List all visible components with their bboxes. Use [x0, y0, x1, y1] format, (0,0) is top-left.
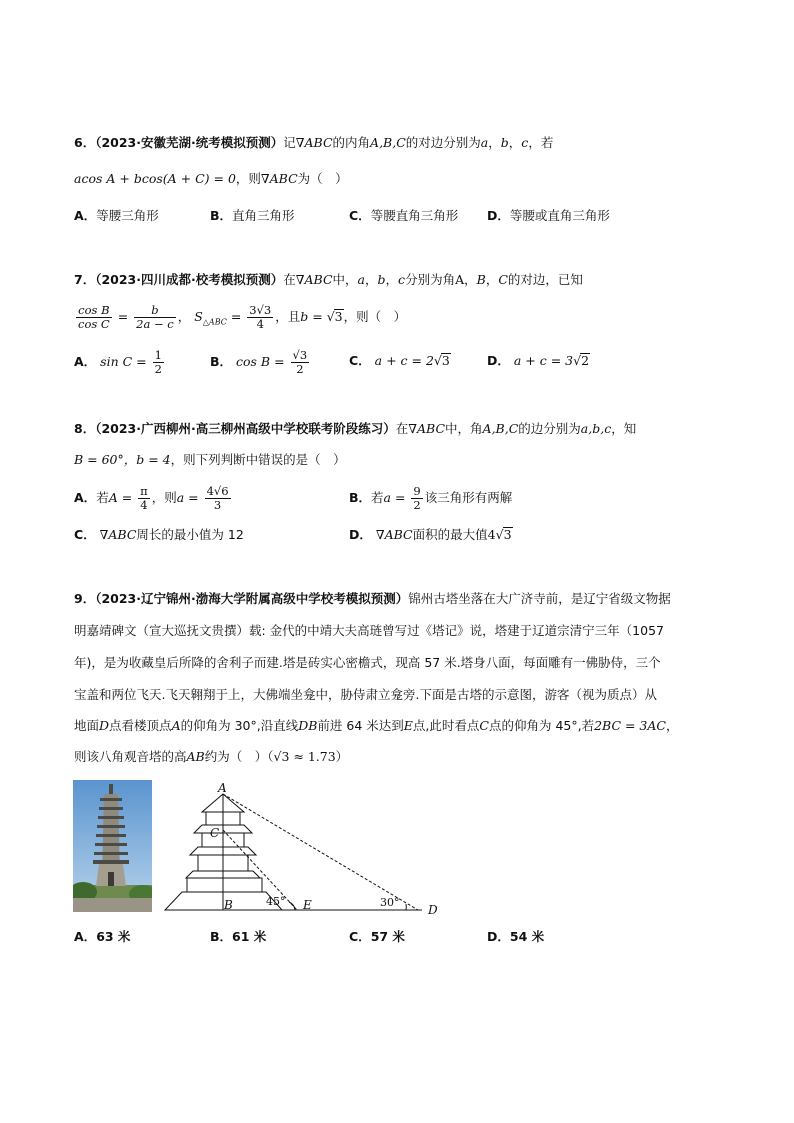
q8-option-d[interactable]: D． ∇ABC面积的最大值4√3 — [349, 527, 512, 542]
q8-option-a[interactable]: A．若A = $\frac{\pi}{4}$ ，则a = $\frac{4√6}{3}$ — [74, 484, 229, 512]
q6-triangle: ∇ABC — [295, 135, 333, 150]
q8-condition: B = 60°，b = 4 — [74, 452, 171, 467]
angle-arc-45 — [289, 902, 295, 910]
q6-option-d[interactable]: D．等腰或直角三角形 — [487, 208, 610, 223]
q9-option-a[interactable]: A．63 米 — [74, 929, 131, 944]
q9-option-c[interactable]: C．57 米 — [349, 929, 405, 944]
tower-photo — [73, 780, 152, 912]
q9-stem-line-5: 地面D点看楼顶点A的仰角为 30°,沿直线DB前进 64 米达到E点,此时看点C点的仰角为 45°,若2BC = 3AC， — [74, 718, 679, 733]
q6-option-b[interactable]: B．直角三角形 — [210, 208, 295, 223]
q9-stem-line-2: 明嘉靖碑文（宣大巡抚文贵撰）载: 金代的中靖大夫高琏曾写过《塔记》说，塔建于辽道宗清宁三年（1057 — [74, 623, 664, 638]
q6-formula: acos A + bcos(A + C) = 0 — [74, 171, 236, 186]
q8-option-b[interactable]: B．若a = $\frac{9}{2}$ 该三角形有两解 — [349, 484, 513, 512]
q7-cos-ratio: $\frac{\text{cos B}}{\text{cos C}}$ — [78, 303, 110, 331]
tower-diagram — [160, 778, 450, 918]
q6-number: 6 — [74, 135, 83, 150]
q6-option-a[interactable]: A．等腰三角形 — [74, 208, 159, 223]
q6-stem-line-2: acos A + bcos(A + C) = 0，则∇ABC为（ ） — [74, 171, 348, 186]
q6-option-c[interactable]: C．等腰直角三角形 — [349, 208, 459, 223]
tower-diagram-svg — [160, 778, 450, 918]
q8-source: （2023·广西柳州·高三柳州高级中学校联考阶段练习） — [95, 421, 396, 436]
q7-stem-line-1: 7．（2023·四川成都·校考模拟预测）在∇ABC中，a，b，c分别为角A，B，C的对边，已知 — [74, 272, 583, 287]
q7-condition-line: $\frac{\text{cos B}}{\text{cos C}}$ = $\frac{b}{2a - c}$ ， $S_{\triangle ABC}$ = $\frac{3√3}{4}$ ，且b = √3，则（ ） — [78, 303, 407, 331]
label-a: A — [218, 781, 227, 795]
q9-stem-line-4: 宝盖和两位飞天.飞天翱翔于上，大佛端坐龛中，胁侍肃立龛旁.下面是古塔的示意图，游客（视为质点）从 — [74, 687, 657, 702]
q9-number: 9 — [74, 591, 83, 606]
q8-option-c[interactable]: C． ∇ABC周长的最小值为 12 — [74, 527, 244, 542]
q7-option-a[interactable]: A． sin C = $\frac{1}{2}$ — [74, 348, 162, 376]
label-angle-30: 30° — [380, 896, 400, 909]
label-angle-45: 45° — [266, 895, 286, 908]
q6-stem-line-1: 6．（2023·安徽芜湖·统考模拟预测）记∇ABC的内角A,B,C的对边分别为a，b，c，若 — [74, 135, 554, 150]
q7-option-c[interactable]: C． a + c = 2√3 — [349, 353, 450, 368]
q9-option-d[interactable]: D．54 米 — [487, 929, 545, 944]
label-e: E — [303, 898, 312, 912]
sight-line-ad — [223, 794, 418, 910]
q8-stem-line-2: B = 60°，b = 4，则下列判断中错误的是（ ） — [74, 452, 346, 467]
q9-stem-line-1: 9．（2023·辽宁锦州·渤海大学附属高级中学校考模拟预测）锦州古塔坐落在大广济寺前，是辽宁省级文物据 — [74, 591, 671, 606]
label-b: B — [224, 898, 233, 912]
q8-number: 8 — [74, 421, 83, 436]
tower-photo-image — [73, 780, 152, 912]
tower-tier-4 — [187, 878, 262, 892]
sight-line-ce — [223, 830, 297, 910]
q7-option-d[interactable]: D． a + c = 3√2 — [487, 353, 590, 368]
q7-area-value: $\frac{3√3}{4}$ — [249, 303, 272, 331]
q9-stem-line-6: 则该八角观音塔的高AB约为（ ）（√3 ≈ 1.73） — [74, 749, 349, 764]
q7-option-b[interactable]: B． cos B = $\frac{√3}{2}$ — [210, 348, 308, 376]
q6-source: （2023·安徽芜湖·统考模拟预测） — [95, 135, 284, 150]
q9-stem-line-3: 年)，是为收藏皇后所降的舍利子而建.塔是砖实心密檐式，现高 57 米.塔身八面，每面雕有一佛胁侍，三个 — [74, 655, 661, 670]
q9-source: （2023·辽宁锦州·渤海大学附属高级中学校考模拟预测） — [95, 591, 409, 606]
q7-source: （2023·四川成都·校考模拟预测） — [95, 272, 284, 287]
label-d: D — [428, 903, 438, 917]
label-c: C — [210, 826, 220, 840]
q7-number: 7 — [74, 272, 83, 287]
q8-stem-line-1: 8．（2023·广西柳州·高三柳州高级中学校联考阶段练习）在∇ABC中，角A,B,C的边分别为a,b,c，知 — [74, 421, 637, 436]
q9-option-b[interactable]: B．61 米 — [210, 929, 267, 944]
